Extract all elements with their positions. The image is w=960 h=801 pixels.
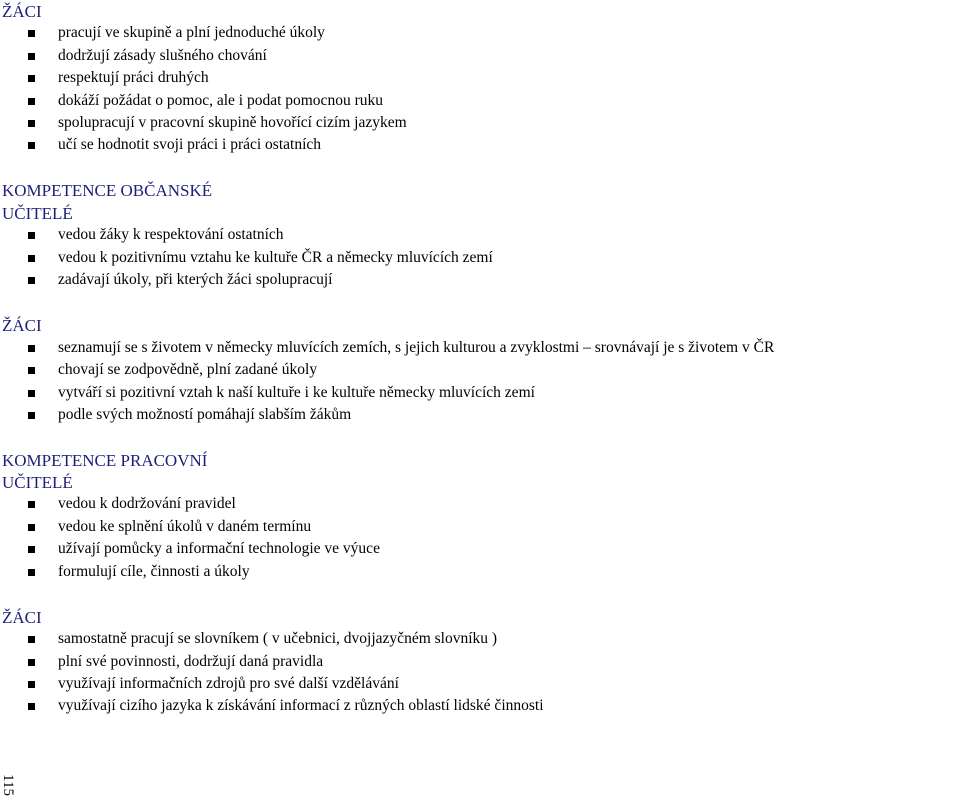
list-item: učí se hodnotit svoji práci i práci ostatních — [28, 136, 321, 154]
square-bullet-icon — [28, 232, 35, 239]
list-item: samostatně pracují se slovníkem ( v učebnici, dvojjazyčném slovníku ) — [28, 630, 497, 648]
list-item: pracují ve skupině a plní jednoduché úkoly — [28, 24, 325, 42]
square-bullet-icon — [28, 277, 35, 284]
square-bullet-icon — [28, 30, 35, 37]
list-item: dokáží požádat o pomoc, ale i podat pomocnou ruku — [28, 92, 383, 110]
square-bullet-icon — [28, 501, 35, 508]
square-bullet-icon — [28, 367, 35, 374]
list-item: využívají informačních zdrojů pro své další vzdělávání — [28, 675, 399, 693]
heading-kompetence-pracovni: KOMPETENCE PRACOVNÍ — [2, 451, 208, 470]
list-item: chovají se zodpovědně, plní zadané úkoly — [28, 361, 317, 379]
square-bullet-icon — [28, 75, 35, 82]
square-bullet-icon — [28, 142, 35, 149]
list-item: podle svých možností pomáhají slabším žákům — [28, 406, 351, 424]
heading-kompetence-obcanske: KOMPETENCE OBČANSKÉ — [2, 181, 213, 200]
page-number: 115 — [0, 774, 16, 796]
square-bullet-icon — [28, 681, 35, 688]
list-item: vedou ke splnění úkolů v daném termínu — [28, 518, 311, 536]
square-bullet-icon — [28, 390, 35, 397]
list-item: formulují cíle, činnosti a úkoly — [28, 563, 250, 581]
list-item: seznamují se s životem v německy mluvících zemích, s jejich kulturou a zvyklostmi – srovnávají je s životem v ČR — [28, 339, 774, 357]
heading-zaci: ŽÁCI — [2, 2, 42, 21]
square-bullet-icon — [28, 524, 35, 531]
square-bullet-icon — [28, 53, 35, 60]
list-item: užívají pomůcky a informační technologie ve výuce — [28, 540, 380, 558]
square-bullet-icon — [28, 345, 35, 352]
list-item: vedou k dodržování pravidel — [28, 495, 236, 513]
square-bullet-icon — [28, 120, 35, 127]
list-item: spolupracují v pracovní skupině hovořící cizím jazykem — [28, 114, 407, 132]
square-bullet-icon — [28, 546, 35, 553]
list-item: vedou k pozitivnímu vztahu ke kultuře ČR a německy mluvících zemí — [28, 249, 493, 267]
list-item: zadávají úkoly, při kterých žáci spolupracují — [28, 271, 332, 289]
square-bullet-icon — [28, 636, 35, 643]
square-bullet-icon — [28, 412, 35, 419]
heading-ucitele: UČITELÉ — [2, 473, 73, 492]
heading-ucitele: UČITELÉ — [2, 204, 73, 223]
square-bullet-icon — [28, 569, 35, 576]
list-item: vedou žáky k respektování ostatních — [28, 226, 284, 244]
square-bullet-icon — [28, 703, 35, 710]
heading-zaci: ŽÁCI — [2, 608, 42, 627]
square-bullet-icon — [28, 98, 35, 105]
list-item: vytváří si pozitivní vztah k naší kultuře i ke kultuře německy mluvících zemí — [28, 384, 535, 402]
square-bullet-icon — [28, 255, 35, 262]
list-item: využívají cizího jazyka k získávání informací z různých oblastí lidské činnosti — [28, 697, 544, 715]
list-item: plní své povinnosti, dodržují daná pravidla — [28, 653, 323, 671]
list-item: respektují práci druhých — [28, 69, 209, 87]
heading-zaci: ŽÁCI — [2, 316, 42, 335]
list-item: dodržují zásady slušného chování — [28, 47, 267, 65]
square-bullet-icon — [28, 659, 35, 666]
